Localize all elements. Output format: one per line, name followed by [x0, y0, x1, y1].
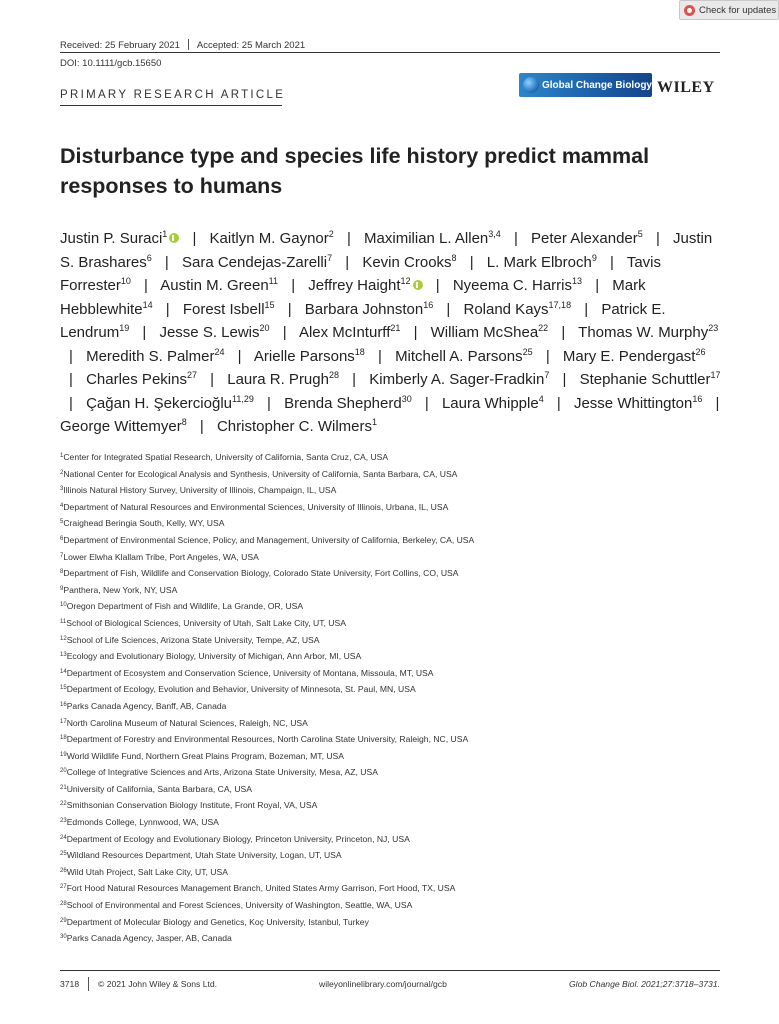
- author-affiliation-ref: 14: [142, 299, 153, 310]
- affiliation-number: 5: [60, 519, 64, 526]
- author-separator: |: [237, 347, 242, 365]
- affiliation-text: Craighead Beringia South, Kelly, WY, USA: [63, 518, 225, 529]
- article-type: PRIMARY RESEARCH ARTICLE: [60, 89, 286, 101]
- author-affiliation-ref: 20: [259, 323, 270, 333]
- affiliation-text: Lower Elwha Klallam Tribe, Port Angeles, WA, USA: [63, 551, 259, 562]
- author-affiliation-ref: 3,4: [488, 229, 501, 239]
- affiliation-text: School of Environmental and Forest Sciences, University of Washington, Seattle, WA, USA: [66, 900, 413, 911]
- article-type-rule: [60, 105, 282, 106]
- affiliation-number: 6: [60, 535, 64, 542]
- author-affiliation-ref: 10: [120, 276, 131, 286]
- affiliation-item: [60, 847, 740, 864]
- affiliation-item: [60, 698, 740, 715]
- author-separator: |: [413, 324, 418, 341]
- author-affiliation-ref: 19: [119, 323, 130, 333]
- author-name[interactable]: Tavis Forrester: [60, 253, 662, 294]
- author-affiliation-ref: 1: [162, 229, 168, 239]
- affiliation-text: National Center for Ecological Analysis and Synthesis, University of California, Santa Barbara, CA, USA: [63, 468, 458, 479]
- affiliation-text: Department of Ecosystem and Conservation Science, University of Montana, Missoula, MT, USA: [66, 667, 434, 678]
- affiliation-text: Oregon Department of Fish and Wildlife, La Grande, OR, USA: [66, 601, 304, 612]
- author-name[interactable]: Charles Pekins: [86, 371, 187, 388]
- affiliation-number: 30: [60, 934, 67, 941]
- author-name[interactable]: Maximilian L. Allen: [364, 230, 489, 247]
- affiliation-number: 27: [60, 884, 67, 891]
- author-name[interactable]: Kevin Crooks: [362, 253, 452, 271]
- author-separator: |: [715, 394, 720, 412]
- affiliation-item: [60, 864, 740, 881]
- author-affiliation-ref: 27: [186, 370, 197, 380]
- author-name[interactable]: Arielle Parsons: [253, 347, 355, 365]
- affiliation-text: School of Life Sciences, Arizona State University, Tempe, AZ, USA: [66, 634, 320, 645]
- affiliation-number: 22: [60, 801, 67, 808]
- author-separator: |: [192, 230, 197, 247]
- affiliation-item: [60, 831, 740, 848]
- author-separator: |: [199, 418, 204, 435]
- affiliation-number: 29: [60, 917, 67, 924]
- affiliation-number: 1: [60, 453, 64, 459]
- author-separator: |: [545, 347, 550, 365]
- affiliation-text: University of California, Santa Barbara, CA, USA: [66, 783, 253, 794]
- author-name[interactable]: Kimberly A. Sager-Fradkin: [369, 371, 545, 388]
- affiliations-list: [60, 449, 740, 947]
- affiliation-item: [60, 515, 740, 532]
- author-name[interactable]: Jeffrey Haight: [308, 277, 401, 294]
- affiliation-number: 16: [60, 701, 67, 708]
- affiliation-item: [60, 449, 740, 466]
- author-affiliation-ref: 26: [695, 346, 706, 357]
- affiliation-item: [60, 532, 740, 549]
- author-name[interactable]: Stephanie Schuttler: [579, 371, 711, 388]
- affiliation-text: Parks Canada Agency, Jasper, AB, Canada: [66, 933, 232, 944]
- affiliation-item: [60, 715, 740, 732]
- dates-line: [60, 39, 305, 51]
- author-name[interactable]: Forest Isbell: [182, 300, 265, 318]
- affiliation-number: 14: [60, 668, 67, 675]
- author-separator: |: [595, 277, 600, 294]
- author-name[interactable]: Justin P. Suraci: [60, 230, 163, 247]
- author-affiliation-ref: 7: [544, 370, 550, 380]
- affiliation-number: 4: [60, 502, 64, 509]
- author-affiliation-ref: 12: [400, 276, 411, 286]
- affiliation-item: [60, 582, 740, 599]
- separator: [188, 39, 189, 50]
- author-name[interactable]: L. Mark Elbroch: [486, 253, 592, 271]
- affiliation-item: [60, 914, 740, 931]
- author-separator: |: [446, 300, 451, 318]
- affiliation-text: Department of Forestry and Environmental Resources, North Carolina State University, Raleigh, NC, USA: [66, 734, 469, 745]
- author-separator: |: [556, 394, 561, 412]
- affiliation-number: 11: [60, 618, 67, 625]
- author-affiliation-ref: 13: [572, 276, 583, 286]
- author-affiliation-ref: 8: [451, 252, 457, 263]
- author-name[interactable]: Christopher C. Wilmers: [216, 418, 372, 435]
- affiliation-text: Wildland Resources Department, Utah State University, Logan, UT, USA: [66, 850, 342, 861]
- author-affiliation-ref: 22: [538, 323, 549, 333]
- affiliation-item: [60, 797, 740, 814]
- author-name[interactable]: Thomas W. Murphy: [578, 324, 709, 341]
- affiliation-number: 19: [60, 751, 67, 758]
- received-date: Received: 25 February 2021: [60, 40, 180, 51]
- author-name[interactable]: Meredith S. Palmer: [86, 347, 215, 365]
- header-rule: [60, 52, 720, 53]
- affiliation-item: [60, 615, 740, 632]
- author-separator: |: [69, 394, 73, 412]
- author-affiliation-ref: 15: [264, 299, 275, 310]
- affiliation-text: Center for Integrated Spatial Research, University of California, Santa Cruz, CA, USA: [63, 452, 389, 462]
- author-name[interactable]: Laura Whipple: [441, 394, 539, 412]
- affiliation-text: Illinois Natural History Survey, University of Illinois, Champaign, IL, USA: [63, 485, 337, 496]
- affiliation-text: Smithsonian Conservation Biology Institute, Front Royal, VA, USA: [66, 800, 318, 811]
- affiliation-number: 21: [60, 784, 67, 791]
- author-name[interactable]: Kaitlyn M. Gaynor: [209, 230, 329, 247]
- author-separator: |: [282, 324, 287, 341]
- affiliation-text: Fort Hood Natural Resources Management Branch, United States Army Garrison, Fort Hood, TX, USA: [66, 883, 456, 894]
- author-name[interactable]: Mary E. Pendergast: [562, 347, 696, 365]
- author-separator: |: [610, 253, 614, 271]
- globe-icon: [523, 77, 539, 93]
- affiliation-number: 13: [60, 652, 67, 659]
- affiliation-text: Edmonds College, Lynnwood, WA, USA: [66, 817, 219, 828]
- author-affiliation-ref: 5: [637, 229, 643, 239]
- affiliation-item: [60, 598, 740, 615]
- affiliation-text: Panthera, New York, NY, USA: [63, 584, 178, 595]
- publisher-logo: WILEY: [657, 79, 715, 96]
- author-separator: |: [424, 394, 429, 412]
- affiliation-number: 26: [60, 867, 67, 874]
- page-footer: [60, 979, 720, 993]
- affiliation-number: 12: [60, 635, 67, 642]
- author-affiliation-ref: 8: [181, 417, 187, 427]
- affiliation-item: [60, 748, 740, 765]
- page-number: 3718: [60, 979, 80, 989]
- affiliation-item: [60, 482, 740, 499]
- affiliation-item: [60, 897, 740, 914]
- affiliation-text: Department of Molecular Biology and Genetics, Koç University, Istanbul, Turkey: [66, 916, 369, 927]
- affiliation-number: 8: [60, 569, 64, 576]
- affiliation-number: 24: [60, 834, 67, 841]
- orcid-icon[interactable]: [169, 233, 179, 243]
- author-affiliation-ref: 11: [268, 276, 279, 286]
- author-affiliation-ref: 25: [522, 346, 533, 357]
- author-separator: |: [346, 230, 351, 247]
- affiliation-text: Parks Canada Agency, Banff, AB, Canada: [66, 700, 227, 711]
- author-affiliation-ref: 17,18: [548, 299, 572, 310]
- author-affiliation-ref: 7: [327, 252, 333, 263]
- affiliation-item: [60, 648, 740, 665]
- affiliation-text: Ecology and Evolutionary Biology, University of Michigan, Ann Arbor, MI, USA: [66, 651, 362, 662]
- author-affiliation-ref: 23: [708, 323, 719, 333]
- author-separator: |: [562, 371, 567, 388]
- author-separator: |: [435, 277, 440, 294]
- author-name[interactable]: Peter Alexander: [531, 230, 638, 247]
- affiliation-text: Department of Fish, Wildlife and Conservation Biology, Colorado State University, Fort Collins, CO, USA: [63, 568, 459, 579]
- author-list: [60, 227, 730, 439]
- crossmark-icon: [684, 5, 695, 16]
- affiliation-item: [60, 930, 740, 947]
- author-affiliation-ref: 30: [401, 393, 412, 404]
- author-name[interactable]: Nyeema C. Harris: [452, 277, 572, 294]
- affiliation-number: 18: [60, 735, 67, 742]
- affiliation-number: 17: [60, 718, 67, 725]
- author-separator: |: [164, 253, 169, 271]
- journal-url[interactable]: wileyonlinelibrary.com/journal/gcb: [319, 979, 447, 989]
- author-name[interactable]: Jesse S. Lewis: [159, 324, 260, 341]
- author-name[interactable]: Austin M. Green: [160, 277, 269, 294]
- author-separator: |: [561, 324, 566, 341]
- author-separator: |: [142, 324, 147, 341]
- author-affiliation-ref: 18: [354, 346, 365, 357]
- author-separator: |: [287, 300, 292, 318]
- author-separator: |: [584, 300, 589, 318]
- affiliation-item: [60, 549, 740, 566]
- author-separator: |: [513, 230, 518, 247]
- affiliation-item: [60, 814, 740, 831]
- affiliation-number: 9: [60, 585, 64, 592]
- author-separator: |: [69, 371, 73, 388]
- affiliation-item: [60, 781, 740, 798]
- affiliation-text: Department of Ecology, Evolution and Behavior, University of Minnesota, St. Paul, MN, USA: [66, 684, 416, 695]
- copyright: © 2021 John Wiley & Sons Ltd.: [98, 979, 218, 989]
- author-affiliation-ref: 11,29: [232, 393, 254, 404]
- footer-rule: [60, 970, 720, 971]
- affiliation-number: 25: [60, 851, 67, 858]
- author-name[interactable]: Justin S. Brashares: [60, 230, 713, 271]
- affiliation-item: [60, 731, 740, 748]
- affiliation-text: World Wildlife Fund, Northern Great Plains Program, Bozeman, MT, USA: [66, 750, 345, 761]
- author-name[interactable]: Mark Hebblewhite: [60, 277, 646, 318]
- affiliation-number: 20: [60, 768, 67, 775]
- affiliation-item: [60, 499, 740, 516]
- author-affiliation-ref: 4: [538, 393, 544, 404]
- check-for-updates-label: Check for updates: [699, 4, 777, 16]
- affiliation-item: [60, 665, 740, 682]
- author-name[interactable]: Sara Cendejas-Zarelli: [181, 253, 328, 271]
- affiliation-number: 7: [60, 552, 64, 559]
- author-affiliation-ref: 16: [692, 393, 703, 404]
- affiliation-item: [60, 880, 740, 897]
- author-separator: |: [267, 394, 271, 412]
- author-affiliation-ref: 1: [372, 417, 378, 427]
- author-name[interactable]: Çağan H. Şekercioğlu: [86, 394, 232, 412]
- accepted-date: Accepted: 25 March 2021: [196, 40, 306, 51]
- author-name[interactable]: Alex McInturff: [298, 324, 391, 341]
- author-separator: |: [377, 347, 382, 365]
- affiliation-item: [60, 681, 740, 698]
- author-affiliation-ref: 6: [146, 252, 152, 263]
- affiliation-text: College of Integrative Sciences and Arts, Arizona State University, Mesa, AZ, USA: [66, 767, 378, 778]
- affiliation-text: Department of Ecology and Evolutionary Biology, Princeton University, Princeton, NJ, USA: [66, 833, 410, 844]
- affiliation-item: [60, 565, 740, 582]
- affiliation-text: Department of Natural Resources and Environmental Sciences, University of Illinois, Urbana, IL, USA: [63, 501, 449, 512]
- author-separator: |: [655, 230, 660, 247]
- doi[interactable]: DOI: 10.1111/gcb.15650: [60, 58, 162, 69]
- affiliation-number: 3: [60, 486, 64, 493]
- author-name[interactable]: Mitchell A. Parsons: [395, 347, 523, 365]
- separator: [88, 977, 89, 991]
- affiliation-item: [60, 632, 740, 649]
- affiliation-number: 15: [60, 685, 67, 692]
- citation: Glob Change Biol. 2021;27:3718–3731.: [569, 979, 720, 989]
- affiliation-number: 28: [60, 901, 67, 908]
- author-separator: |: [345, 253, 350, 271]
- author-name[interactable]: Jesse Whittington: [573, 394, 693, 412]
- check-for-updates-button[interactable]: [679, 0, 779, 20]
- author-separator: |: [165, 300, 170, 318]
- author-name[interactable]: Brenda Shepherd: [284, 394, 402, 412]
- author-affiliation-ref: 9: [591, 252, 597, 263]
- affiliation-text: Department of Environmental Science, Policy, and Management, University of California, Berkeley, CA, USA: [63, 534, 475, 545]
- author-name[interactable]: Barbara Johnston: [304, 300, 424, 318]
- author-affiliation-ref: 16: [423, 299, 434, 310]
- author-name[interactable]: Roland Kays: [463, 300, 549, 318]
- author-name[interactable]: William McShea: [430, 324, 539, 341]
- author-separator: |: [69, 347, 73, 365]
- author-separator: |: [291, 277, 296, 294]
- author-affiliation-ref: 2: [328, 229, 334, 239]
- author-separator: |: [469, 253, 474, 271]
- author-name[interactable]: Laura R. Prugh: [227, 371, 329, 388]
- orcid-icon[interactable]: [413, 280, 423, 290]
- affiliation-item: [60, 764, 740, 781]
- affiliation-number: 2: [60, 469, 64, 476]
- author-affiliation-ref: 28: [328, 370, 339, 380]
- author-separator: |: [210, 371, 215, 388]
- author-name[interactable]: Patrick E. Lendrum: [60, 300, 666, 341]
- author-separator: |: [144, 277, 148, 294]
- affiliation-text: North Carolina Museum of Natural Sciences, Raleigh, NC, USA: [66, 717, 308, 728]
- journal-name: Global Change Biology: [541, 79, 652, 91]
- article-title: Disturbance type and species life history predict mammal responses to humans: [60, 144, 650, 198]
- author-affiliation-ref: 17: [710, 370, 721, 380]
- author-separator: |: [352, 371, 357, 388]
- journal-logo[interactable]: [519, 73, 652, 97]
- affiliation-text: School of Biological Sciences, University of Utah, Salt Lake City, UT, USA: [66, 617, 346, 628]
- affiliation-number: 23: [60, 818, 67, 825]
- author-affiliation-ref: 24: [214, 346, 225, 357]
- affiliation-number: 10: [60, 602, 67, 609]
- author-name[interactable]: George Wittemyer: [60, 418, 182, 435]
- author-affiliation-ref: 21: [390, 323, 401, 333]
- affiliation-item: [60, 466, 740, 483]
- affiliation-text: Wild Utah Project, Salt Lake City, UT, USA: [66, 866, 228, 877]
